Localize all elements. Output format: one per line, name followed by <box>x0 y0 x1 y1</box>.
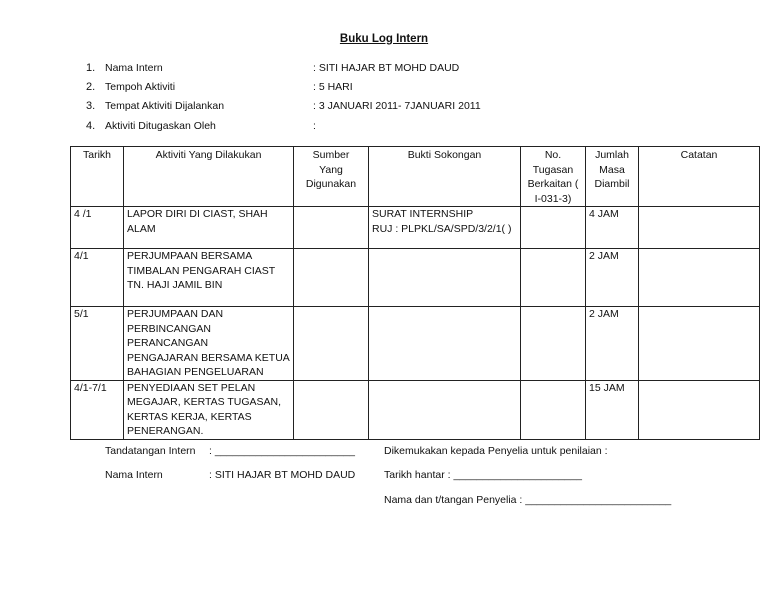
info-label-nama-intern: Nama Intern <box>105 62 163 74</box>
info-value-tempoh: : 5 HARI <box>313 81 353 93</box>
cell-jumlah-masa: 2 JAM <box>586 249 639 307</box>
name-value: : SITI HAJAR BT MOHD DAUD <box>209 469 356 481</box>
cell-sumber <box>294 249 369 307</box>
cell-tarikh: 4/1 <box>71 249 124 307</box>
header-catatan: Catatan <box>639 147 760 207</box>
cell-sumber <box>294 380 369 439</box>
log-table <box>70 146 760 440</box>
header-bukti: Bukti Sokongan <box>369 147 521 207</box>
cell-catatan <box>639 207 760 249</box>
cell-tarikh: 4 /1 <box>71 207 124 249</box>
cell-sumber <box>294 207 369 249</box>
cell-catatan <box>639 307 760 381</box>
info-label-tempoh: Tempoh Aktiviti <box>105 81 176 93</box>
header-aktiviti: Aktiviti Yang Dilakukan <box>124 147 294 207</box>
cell-sumber <box>294 307 369 381</box>
info-number-1: 1. <box>86 62 96 74</box>
header-no-tugasan: No. Tugasan Berkaitan ( I-031-3) <box>521 147 586 207</box>
cell-aktiviti: PERJUMPAAN DAN PERBINCANGAN PERANCANGAN PENGAJARAN BERSAMA KETUA BAHAGIAN PENGELUARAN <box>124 307 294 381</box>
cell-bukti <box>369 307 521 381</box>
info-value-tempat: : 3 JANUARI 2011- 7JANUARI 2011 <box>313 100 481 112</box>
cell-jumlah-masa: 4 JAM <box>586 207 639 249</box>
cell-bukti: SURAT INTERNSHIP RUJ : PLPKL/SA/SPD/3/2/1( ) <box>369 207 521 249</box>
header-jumlah-masa: Jumlah Masa Diambil <box>586 147 639 207</box>
cell-no-tugasan <box>521 249 586 307</box>
info-value-ditugaskan: : <box>313 120 316 132</box>
document-title: Buku Log Intern <box>339 33 429 45</box>
submitted-to-supervisor: Dikemukakan kepada Penyelia untuk penilaian : <box>384 445 608 457</box>
table-row <box>71 249 760 307</box>
date-sent-line: Tarikh hantar : ______________________ <box>384 469 582 481</box>
header-sumber: Sumber Yang Digunakan <box>294 147 369 207</box>
cell-jumlah-masa: 2 JAM <box>586 307 639 381</box>
cell-bukti <box>369 249 521 307</box>
info-label-tempat: Tempat Aktiviti Dijalankan <box>105 100 225 112</box>
header-tarikh: Tarikh <box>71 147 124 207</box>
cell-bukti <box>369 380 521 439</box>
cell-jumlah-masa: 15 JAM <box>586 380 639 439</box>
signature-line: : ________________________ <box>209 445 355 457</box>
info-label-ditugaskan: Aktiviti Ditugaskan Oleh <box>105 120 216 132</box>
cell-tarikh: 5/1 <box>71 307 124 381</box>
table-header-row <box>71 147 760 207</box>
cell-catatan <box>639 380 760 439</box>
table-row <box>71 380 760 439</box>
cell-tarikh: 4/1-7/1 <box>71 380 124 439</box>
cell-aktiviti: LAPOR DIRI DI CIAST, SHAH ALAM <box>124 207 294 249</box>
supervisor-signature-line: Nama dan t/tangan Penyelia : _________________________ <box>384 494 672 506</box>
signature-label: Tandatangan Intern <box>105 445 196 457</box>
info-number-3: 3. <box>86 100 96 112</box>
name-label: Nama Intern <box>105 469 163 481</box>
table-row <box>71 307 760 381</box>
info-number-2: 2. <box>86 81 96 93</box>
info-number-4: 4. <box>86 120 96 132</box>
cell-no-tugasan <box>521 307 586 381</box>
table-row <box>71 207 760 249</box>
cell-aktiviti: PERJUMPAAN BERSAMA TIMBALAN PENGARAH CIAST TN. HAJI JAMIL BIN <box>124 249 294 307</box>
cell-aktiviti: PENYEDIAAN SET PELAN MEGAJAR, KERTAS TUGASAN, KERTAS KERJA, KERTAS PENERANGAN. <box>124 380 294 439</box>
info-value-nama-intern: : SITI HAJAR BT MOHD DAUD <box>313 62 460 74</box>
cell-catatan <box>639 249 760 307</box>
cell-no-tugasan <box>521 380 586 439</box>
cell-no-tugasan <box>521 207 586 249</box>
